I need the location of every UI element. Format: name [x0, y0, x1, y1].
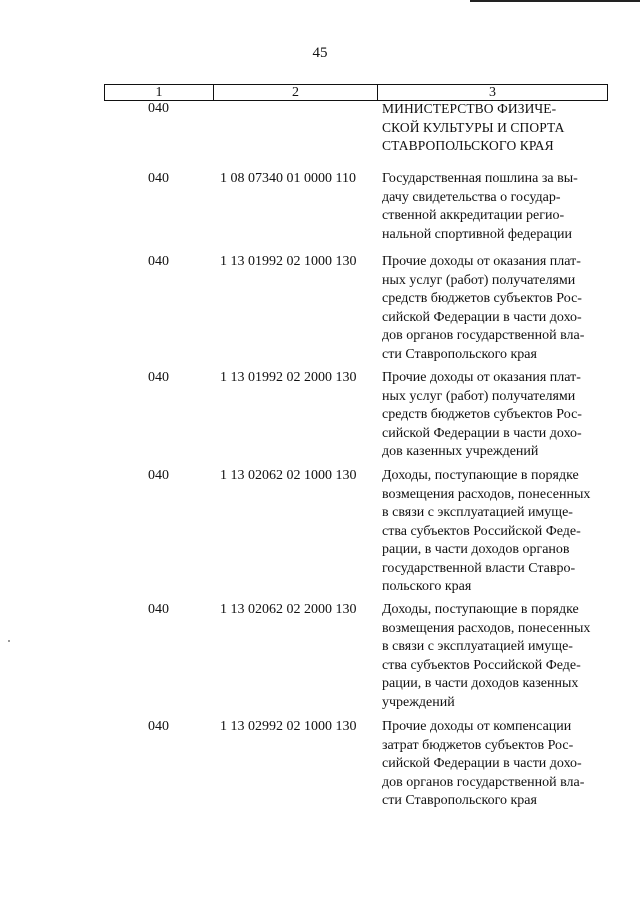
description-line: сти Ставропольского края [382, 793, 537, 808]
description-line: Государственная пошлина за вы- [382, 171, 578, 186]
description-line: ных услуг (работ) получателями [382, 388, 576, 404]
description-line: в связи с эксплуатацией имуще- [382, 505, 573, 520]
description-line: Прочие доходы от компенсации [382, 719, 572, 734]
description-cell [382, 369, 606, 462]
description-line: возмещения расходов, понесенных [382, 620, 591, 636]
description-line: Доходы, поступающие в порядке [382, 602, 579, 617]
description-line: учреждений [382, 694, 455, 710]
description-line: сти Ставропольского края [382, 346, 537, 362]
kbk-code-cell: 1 13 02992 02 1000 130 [220, 719, 357, 734]
description-line: ства субъектов Российской Феде- [382, 523, 581, 539]
admin-code-cell: 040 [148, 370, 169, 385]
top-rule [470, 0, 640, 2]
description-line: государственной власти Ставро- [382, 560, 576, 576]
admin-code-cell: 040 [148, 254, 169, 269]
description-cell [382, 170, 606, 244]
description-line: дов казенных учреждений [382, 444, 539, 459]
kbk-code-cell: 1 13 02062 02 1000 130 [220, 468, 357, 483]
admin-code-cell: 040 [148, 719, 169, 734]
description-line: ства субъектов Российской Феде- [382, 657, 581, 673]
kbk-code-cell: 1 13 02062 02 2000 130 [220, 602, 357, 617]
description-cell [382, 718, 606, 811]
description-line: сийской Федерации в части дохо- [382, 309, 582, 325]
description-cell [382, 467, 606, 597]
margin-mark [8, 640, 10, 642]
description-line: возмещения расходов, понесенных [382, 486, 591, 502]
kbk-code-cell: 1 13 01992 02 2000 130 [220, 370, 357, 385]
description-line: СТАВРОПОЛЬСКОГО КРАЯ [382, 138, 554, 153]
description-line: Доходы, поступающие в порядке [382, 468, 579, 483]
description-line: дов органов государственной вла- [382, 774, 585, 790]
description-line: сийской Федерации в части дохо- [382, 425, 582, 441]
description-line: дачу свидетельства о государ- [382, 189, 561, 205]
description-cell [382, 100, 606, 156]
description-line: Прочие доходы от оказания плат- [382, 370, 581, 385]
description-line: в связи с эксплуатацией имуще- [382, 639, 573, 654]
description-line: МИНИСТЕРСТВО ФИЗИЧЕ- [382, 101, 557, 116]
description-cell [382, 601, 606, 712]
description-line: средств бюджетов субъектов Рос- [382, 407, 582, 422]
description-line: рации, в части доходов органов [382, 542, 570, 557]
admin-code-cell: 040 [148, 468, 169, 483]
column-header-2: 2 [214, 85, 378, 100]
description-line: дов органов государственной вла- [382, 328, 585, 343]
table-header [104, 84, 608, 101]
description-line: затрат бюджетов субъектов Рос- [382, 737, 574, 753]
description-line: нальной спортивной федерации [382, 226, 573, 242]
page-number: 45 [312, 45, 328, 61]
admin-code-cell: 040 [148, 171, 169, 186]
description-line: ных услуг (работ) получателями [382, 272, 576, 288]
kbk-code-cell: 1 13 01992 02 1000 130 [220, 254, 357, 269]
description-line: рации, в части доходов казенных [382, 676, 579, 691]
description-line: Прочие доходы от оказания плат- [382, 254, 581, 269]
column-header-3: 3 [489, 85, 496, 100]
admin-code-cell: 040 [148, 602, 169, 617]
description-cell [382, 253, 606, 364]
description-line: сийской Федерации в части дохо- [382, 756, 582, 771]
description-line: ственной аккредитации регио- [382, 208, 565, 223]
admin-code-cell: 040 [148, 101, 169, 116]
kbk-code-cell: 1 08 07340 01 0000 110 [220, 171, 356, 186]
description-line: средств бюджетов субъектов Рос- [382, 291, 582, 306]
description-line: польского края [382, 579, 472, 594]
column-header-1: 1 [105, 85, 214, 100]
description-line: СКОЙ КУЛЬТУРЫ И СПОРТА [382, 119, 565, 135]
